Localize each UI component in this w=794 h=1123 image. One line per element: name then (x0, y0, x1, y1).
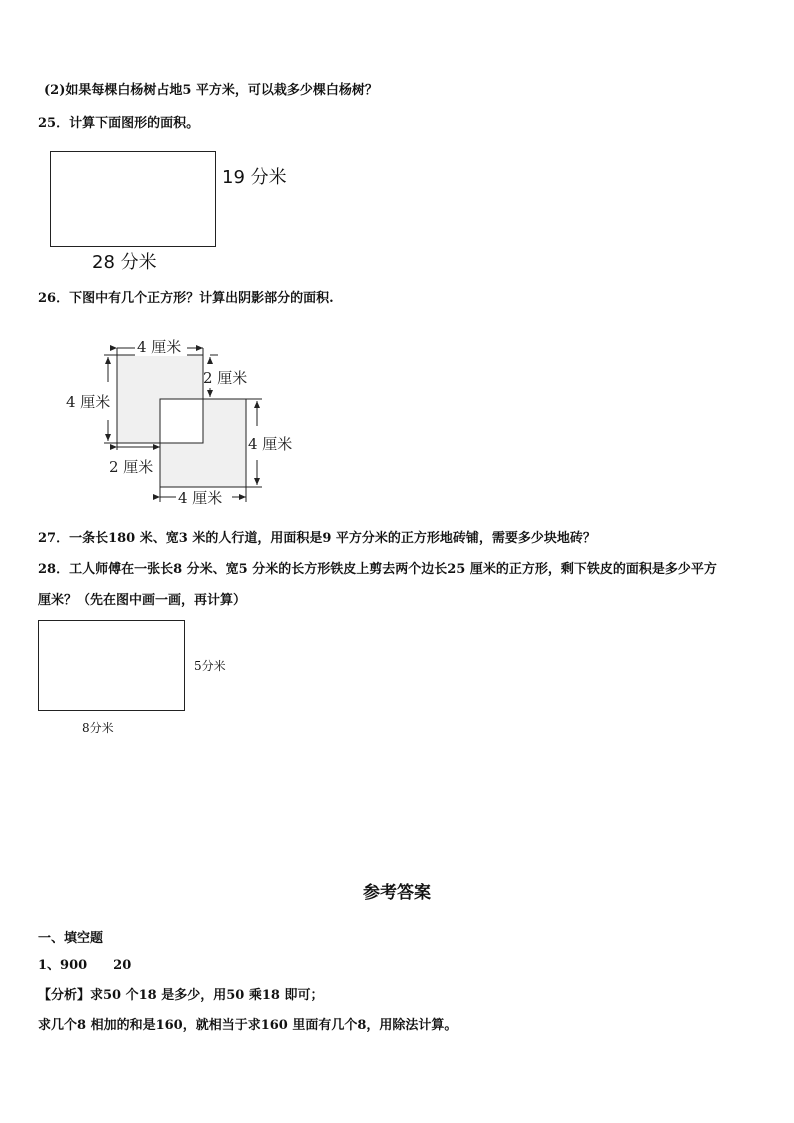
question-26: 26．下图中有几个正方形？计算出阴影部分的面积. (38, 291, 334, 306)
question-28-line-1: 28．工人师傅在一张长8 分米、宽5 分米的长方形铁皮上剪去两个边长25 厘米的正方形，剩下铁皮的面积是多少平方 (38, 562, 717, 577)
q26-mid-right-label: 2 厘米 (203, 369, 248, 387)
answer-analysis-line-1: 【分析】求50 个18 是多少，用50 乘18 即可； (38, 988, 324, 1003)
answer-analysis-line-2: 求几个8 相加的和是160，就相当于求160 里面有几个8，用除法计算。 (38, 1018, 458, 1033)
q25-height-label: 19 分米 (222, 167, 287, 188)
q26-left-label: 4 厘米 (66, 393, 111, 411)
q25-width-label: 28 分米 (92, 252, 157, 273)
q28-width-label: 8分米 (82, 721, 114, 735)
question-24-part-2: (2)如果每棵白杨树占地5 平方米，可以栽多少棵白杨树？ (44, 83, 378, 98)
answer-item-1: 1、900 20 (38, 958, 132, 973)
q26-top-label: 4 厘米 (137, 338, 182, 356)
question-27: 27．一条长180 米、宽3 米的人行道，用面积是9 平方分米的正方形地砖铺，需要多少块地砖？ (38, 531, 596, 546)
answers-title: 参考答案 (363, 883, 431, 903)
q25-rectangle (50, 151, 216, 247)
q26-mid-left-label: 2 厘米 (109, 458, 154, 476)
question-28-line-2: 厘米？（先在图中画一画，再计算） (38, 593, 247, 608)
answers-section-heading: 一、填空题 (38, 931, 104, 946)
q28-height-label: 5分米 (194, 659, 226, 673)
q26-right-label: 4 厘米 (248, 435, 293, 453)
question-25: 25．计算下面图形的面积。 (38, 116, 200, 131)
q26-bottom-label: 4 厘米 (178, 489, 223, 507)
q28-rectangle (38, 620, 185, 711)
q26-squares-figure (0, 330, 330, 510)
q26-overlap-square (160, 399, 203, 443)
